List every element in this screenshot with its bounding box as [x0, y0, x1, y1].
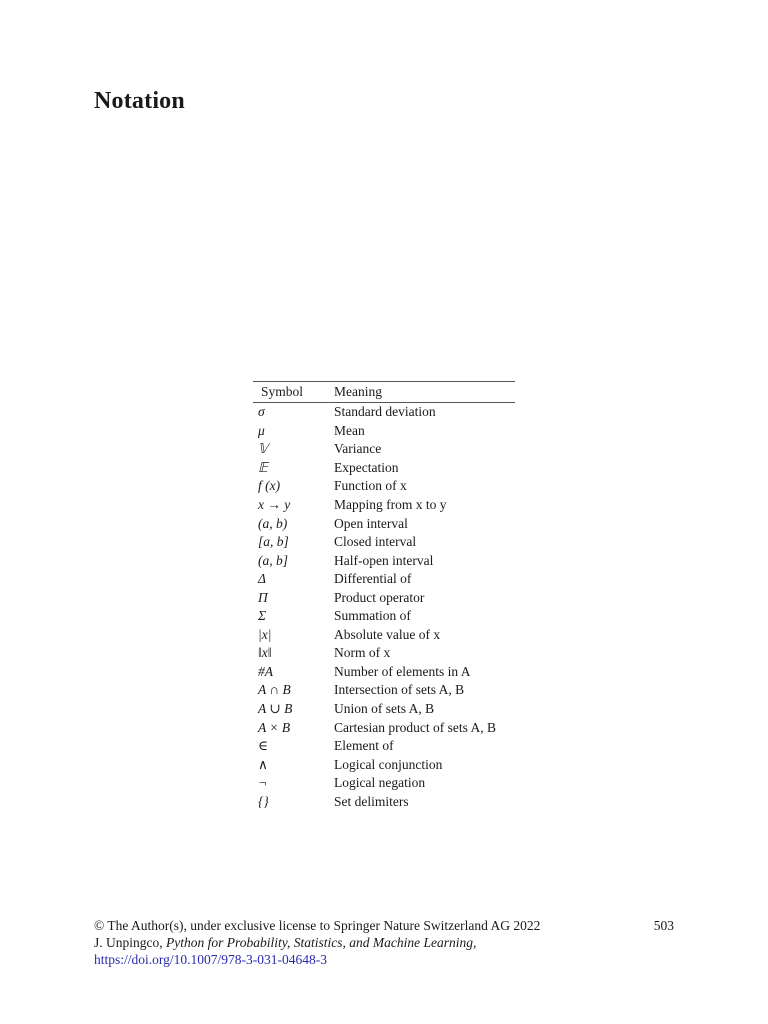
table-row: [253, 403, 515, 422]
meaning-cell: Variance: [334, 441, 382, 457]
page-title: Notation: [94, 88, 185, 114]
table-row: [253, 681, 515, 700]
symbol-cell: f (x): [258, 478, 281, 494]
symbol-cell: σ: [258, 404, 265, 420]
meaning-cell: Differential of: [334, 571, 412, 587]
meaning-cell: Standard deviation: [334, 404, 436, 420]
symbol-cell: Π: [258, 589, 268, 605]
symbol-cell: x → y: [258, 497, 291, 512]
symbol-cell: #A: [258, 663, 273, 679]
table-row: [253, 626, 515, 645]
meaning-cell: Closed interval: [334, 534, 417, 550]
table-row: [253, 440, 515, 459]
table-row: [253, 459, 515, 478]
table-row: [253, 644, 515, 663]
symbol-cell: ‖x‖: [258, 645, 272, 661]
meaning-cell: Function of x: [334, 478, 407, 494]
meaning-cell: Union of sets A, B: [334, 701, 435, 717]
notation-table: [253, 381, 515, 811]
symbol-cell: (a, b]: [258, 552, 288, 568]
book-title: Python for Probability, Statistics, and Machine Learning: [166, 935, 473, 950]
table-row: [253, 422, 515, 441]
table-row: [253, 588, 515, 607]
header-symbol: Symbol: [261, 384, 304, 399]
symbol-cell: Δ: [258, 571, 266, 587]
meaning-cell: Logical conjunction: [334, 756, 443, 772]
meaning-cell: Absolute value of x: [334, 626, 441, 642]
symbol-cell: |x|: [258, 626, 272, 642]
meaning-cell: Logical negation: [334, 775, 426, 791]
table-row: [253, 496, 515, 515]
symbol-cell: Σ: [258, 608, 267, 624]
meaning-cell: Summation of: [334, 608, 411, 624]
table-row: [253, 551, 515, 570]
table-header-row: [253, 382, 515, 403]
symbol-cell: μ: [258, 422, 265, 438]
symbol-cell: ¬: [258, 775, 268, 791]
table-row: [253, 792, 515, 811]
symbol-cell: 𝕍: [258, 441, 268, 457]
meaning-cell: Number of elements in A: [334, 663, 471, 679]
symbol-cell: A ∪ B: [258, 701, 293, 717]
page-footer: [94, 917, 674, 968]
table-row: [253, 755, 515, 774]
meaning-cell: Mapping from x to y: [334, 497, 447, 512]
meaning-cell: Cartesian product of sets A, B: [334, 719, 496, 735]
table-row: [253, 718, 515, 737]
table-row: [253, 737, 515, 756]
table-row: [253, 477, 515, 496]
header-meaning: Meaning: [334, 384, 382, 399]
author-name: J. Unpingco,: [94, 935, 166, 950]
meaning-cell: Norm of x: [334, 645, 391, 661]
table-row: [253, 533, 515, 552]
meaning-cell: Half-open interval: [334, 552, 434, 568]
table-row: [253, 663, 515, 682]
table-row: [253, 570, 515, 589]
symbol-cell: {}: [258, 793, 269, 809]
citation-line: [94, 934, 674, 951]
symbol-cell: A × B: [258, 719, 291, 735]
meaning-cell: Mean: [334, 422, 365, 438]
meaning-cell: Intersection of sets A, B: [334, 682, 465, 698]
symbol-cell: A ∩ B: [258, 682, 291, 698]
symbol-cell: [a, b]: [258, 534, 289, 550]
copyright-line: © The Author(s), under exclusive license to Springer Nature Switzerland AG 2022: [94, 918, 541, 933]
meaning-cell: Expectation: [334, 459, 399, 475]
symbol-cell: ∧: [258, 756, 268, 772]
symbol-cell: ∈: [258, 738, 268, 754]
meaning-cell: Product operator: [334, 589, 425, 605]
meaning-cell: Element of: [334, 738, 394, 754]
meaning-cell: Open interval: [334, 515, 408, 531]
book-title-suffix: ,: [472, 935, 477, 950]
table-body: [253, 403, 515, 812]
symbol-cell: (a, b): [258, 515, 288, 531]
table-row: [253, 514, 515, 533]
doi-link[interactable]: https://doi.org/10.1007/978-3-031-04648-3: [94, 952, 327, 967]
table-row: [253, 607, 515, 626]
table-row: [253, 774, 515, 793]
meaning-cell: Set delimiters: [334, 793, 409, 809]
table-row: [253, 700, 515, 719]
page-number: 503: [653, 918, 674, 933]
symbol-cell: 𝔼: [258, 459, 268, 475]
